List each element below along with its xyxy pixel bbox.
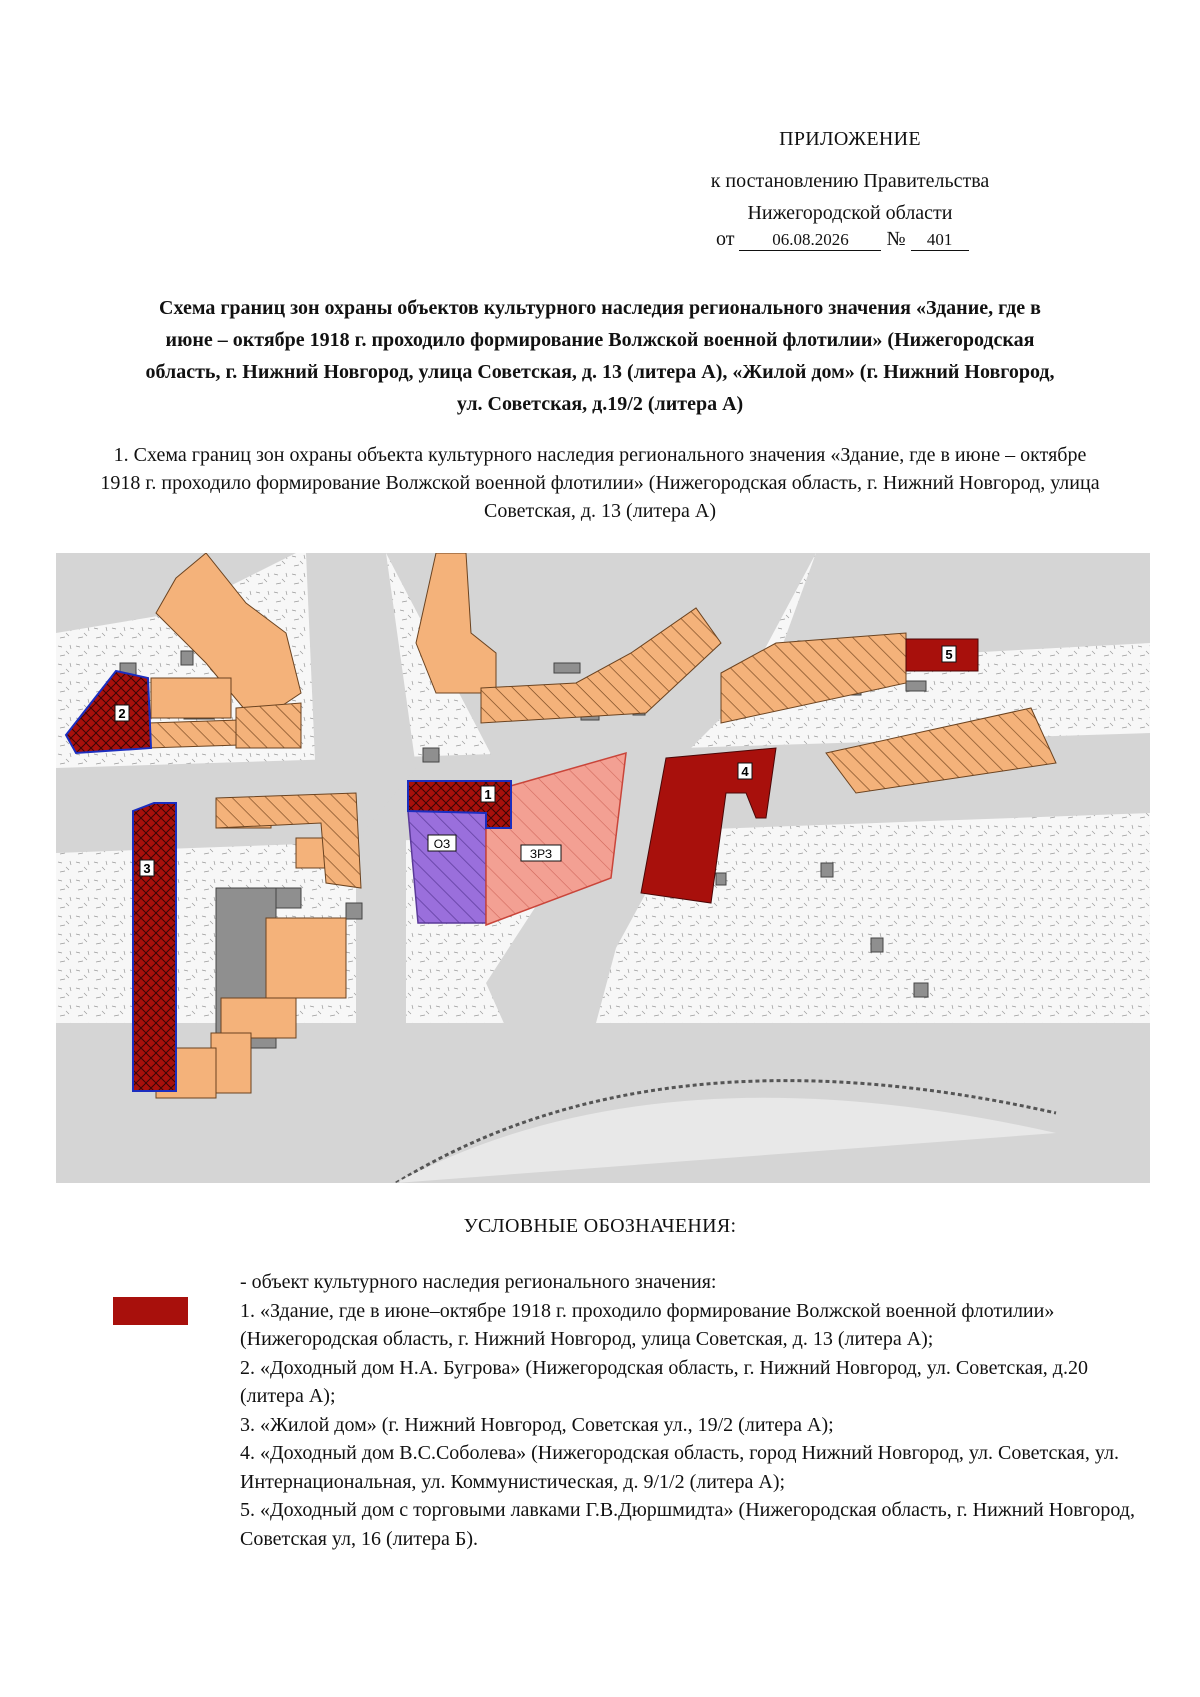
object-3-label: 3 — [143, 861, 151, 876]
object-5-label: 5 — [945, 647, 953, 662]
appendix-date-line — [716, 228, 1036, 251]
zrz-label: ЗРЗ — [529, 847, 553, 861]
legend-item-1: 1. «Здание, где в июне–октябре 1918 г. проходило формирование Волжской военной флотилии» (Нижегородская область, г. Нижний Новгород, улица Советская, д. 13 (литера А); — [240, 1299, 1055, 1350]
legend-title: УСЛОВНЫЕ ОБОЗНАЧЕНИЯ: — [463, 1215, 737, 1237]
section-title: 1. Схема границ зон охраны объекта культурного наследия регионального значения «Здание, где в июне – октябре 1918 г. проходило формирование Волжской военной флотилии» (Нижегородская область, г. Нижний Новгород, улица Советская, д. 13 (литера А) — [100, 444, 1100, 522]
oz-zone — [408, 811, 486, 923]
object-1-label: 1 — [484, 787, 492, 802]
appendix-line-2: Нижегородской области — [747, 202, 953, 224]
legend-intro: - объект культурного наследия регионального значения: — [240, 1271, 717, 1293]
zone-map — [56, 553, 1150, 1183]
legend-swatch — [113, 1297, 188, 1325]
number-field: 401 — [911, 230, 969, 251]
legend-item-3: 3. «Жилой дом» (г. Нижний Новгород, Советская ул., 19/2 (литера А); — [240, 1413, 834, 1436]
date-field: 06.08.2026 — [739, 230, 881, 251]
object-4-label: 4 — [741, 764, 749, 779]
oz-label: ОЗ — [433, 837, 451, 851]
legend-item-5: 5. «Доходный дом с торговыми лавками Г.В.Дюршмидта» (Нижегородская область, г. Нижний Новгород, Советская ул, 16 (литера Б). — [240, 1499, 1135, 1550]
legend-item-2: 2. «Доходный дом Н.А. Бугрова» (Нижегородская область, г. Нижний Новгород, ул. Советская, д.20 (литера А); — [240, 1356, 1088, 1407]
appendix-title: ПРИЛОЖЕНИЕ — [779, 128, 921, 150]
legend-text — [240, 1268, 1140, 1553]
zone-map-svg — [56, 553, 1150, 1183]
heritage-object-3 — [133, 803, 176, 1091]
from-label: от — [716, 228, 735, 250]
number-label: № — [886, 228, 906, 250]
appendix-line-1: к постановлению Правительства — [710, 170, 990, 192]
object-2-label: 2 — [118, 706, 126, 721]
legend-item-4: 4. «Доходный дом В.С.Соболева» (Нижегородская область, город Нижний Новгород, ул. Советская, ул. Интернациональная, ул. Коммунистическая, д. 9/1/2 (литера А); — [240, 1442, 1119, 1493]
document-title: Схема границ зон охраны объектов культурного наследия регионального значения «Здание, где в июне – октябре 1918 г. проходило формирование Волжской военной флотилии» (Нижегородская область, г. Нижний Новгород, улица Советская, д. 13 (литера А), «Жилой дом» (г. Нижний Новгород, ул. Советская, д.19/2 (литера А) — [145, 297, 1055, 415]
